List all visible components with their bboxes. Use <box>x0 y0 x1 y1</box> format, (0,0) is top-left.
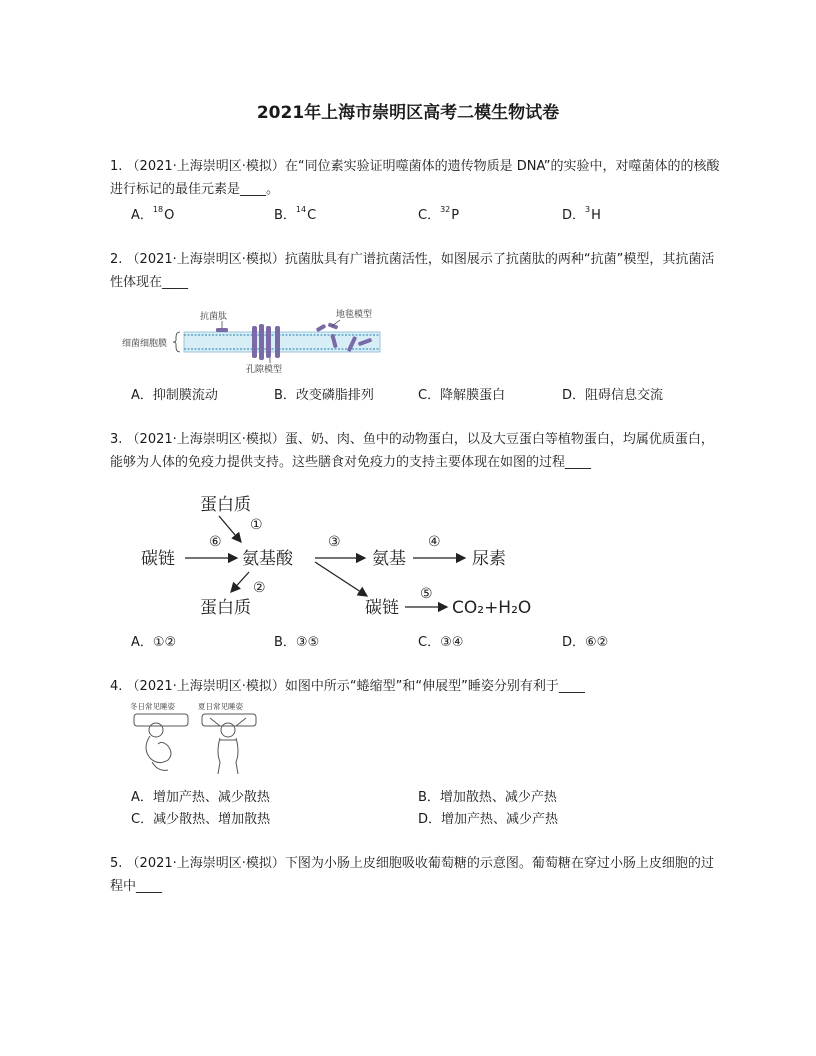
label-winter-posture: 冬日常见睡姿 <box>130 702 175 711</box>
question-1-options <box>131 204 731 224</box>
arrow-step-2 <box>231 572 249 592</box>
question-4-options-row2 <box>131 808 731 828</box>
question-source: （2021·上海崇明区·模拟） <box>126 679 285 694</box>
option-c[interactable]: C．降解膜蛋白 <box>418 388 506 403</box>
node-co2-h2o: CO₂+H₂O <box>452 598 532 618</box>
arrow-to-carbon-chain <box>315 562 367 596</box>
option-a[interactable]: A．①② <box>131 635 177 650</box>
sleeping-postures-figure <box>128 700 258 778</box>
node-carbon-chain-right: 碳链 <box>365 598 399 618</box>
node-amino-acid: 氨基酸 <box>242 549 293 569</box>
question-number: 4. <box>110 679 123 694</box>
option-a[interactable]: A．$^{18}$O <box>131 204 175 223</box>
label-bacterial-membrane: 细菌细胞膜 <box>122 339 168 349</box>
question-2 <box>110 248 722 294</box>
question-text: 抗菌肽具有广谱抗菌活性，如图展示了抗菌肽的两种“抗菌”模型，其抗菌活性体现在____ <box>110 252 715 290</box>
question-source: （2021·上海崇明区·模拟） <box>126 252 285 267</box>
question-text: 如图中所示“蜷缩型”和“伸展型”睡姿分别有利于____ <box>284 679 585 694</box>
question-number: 3. <box>110 432 123 447</box>
option-b[interactable]: B．③⑤ <box>274 635 320 650</box>
curled-posture-icon <box>134 714 188 770</box>
question-text: 在“同位素实验证明噬菌体的遗传物质是 DNA”的实验中，对噬菌体的的核酸进行标记的最佳元素是____。 <box>110 159 720 197</box>
option-b[interactable]: B．增加散热、减少产热 <box>418 790 557 805</box>
option-a[interactable]: A．增加产热、减少散热 <box>131 790 270 805</box>
option-d[interactable]: D．$^3$H <box>562 204 601 223</box>
question-3 <box>110 428 722 474</box>
stretched-posture-icon <box>202 714 256 774</box>
label-carpet-model: 地毯模型 <box>336 310 373 320</box>
node-protein-bottom: 蛋白质 <box>200 598 251 618</box>
question-4-options-row1 <box>131 786 731 806</box>
arrow-step-1 <box>219 516 241 542</box>
node-protein-top: 蛋白质 <box>200 495 251 515</box>
option-d[interactable]: D．增加产热、减少产热 <box>418 812 559 827</box>
question-source: （2021·上海崇明区·模拟） <box>126 856 285 871</box>
metabolism-diagram <box>135 488 555 618</box>
question-2-options <box>131 384 731 404</box>
label-antimicrobial-peptide: 抗菌肽 <box>200 312 228 322</box>
option-c[interactable]: C．减少散热、增加散热 <box>131 812 271 827</box>
question-3-options <box>131 631 731 651</box>
membrane-model-figure <box>120 306 390 378</box>
question-number: 1. <box>110 159 123 174</box>
page-title: 2021年上海市崇明区高考二模生物试卷 <box>256 103 560 123</box>
question-number: 2. <box>110 252 123 267</box>
label-pore-model: 孔隙模型 <box>246 365 283 375</box>
node-amino-group: 氨基 <box>372 549 406 569</box>
question-source: （2021·上海崇明区·模拟） <box>126 159 285 174</box>
option-b[interactable]: B．改变磷脂排列 <box>274 388 374 403</box>
step-4-label: ④ <box>428 534 441 550</box>
question-source: （2021·上海崇明区·模拟） <box>126 432 285 447</box>
step-6-label: ⑥ <box>209 534 222 550</box>
option-d[interactable]: D．阻碍信息交流 <box>562 388 664 403</box>
step-2-label: ② <box>253 580 266 596</box>
question-number: 5. <box>110 856 123 871</box>
step-5-label: ⑤ <box>420 586 433 602</box>
option-d[interactable]: D．⑥② <box>562 635 609 650</box>
question-5 <box>110 852 722 898</box>
label-summer-posture: 夏日常见睡姿 <box>198 702 243 711</box>
option-c[interactable]: C．$^{32}$P <box>418 204 460 223</box>
step-3-label: ③ <box>328 534 341 550</box>
option-c[interactable]: C．③④ <box>418 635 464 650</box>
node-urea: 尿素 <box>472 549 506 569</box>
option-b[interactable]: B．$^{14}$C <box>274 204 317 223</box>
question-text: 蛋、奶、肉、鱼中的动物蛋白，以及大豆蛋白等植物蛋白，均属优质蛋白，能够为人体的免疫力提供支持。这些膳食对免疫力的支持主要体现在如图的过程____ <box>110 432 714 470</box>
question-4 <box>110 675 722 698</box>
node-carbon-chain-left: 碳链 <box>141 549 175 569</box>
step-1-label: ① <box>250 517 263 533</box>
question-1 <box>110 155 722 201</box>
option-a[interactable]: A．抑制膜流动 <box>131 388 218 403</box>
question-text: 下图为小肠上皮细胞吸收葡萄糖的示意图。葡萄糖在穿过小肠上皮细胞的过程中____ <box>110 856 714 894</box>
